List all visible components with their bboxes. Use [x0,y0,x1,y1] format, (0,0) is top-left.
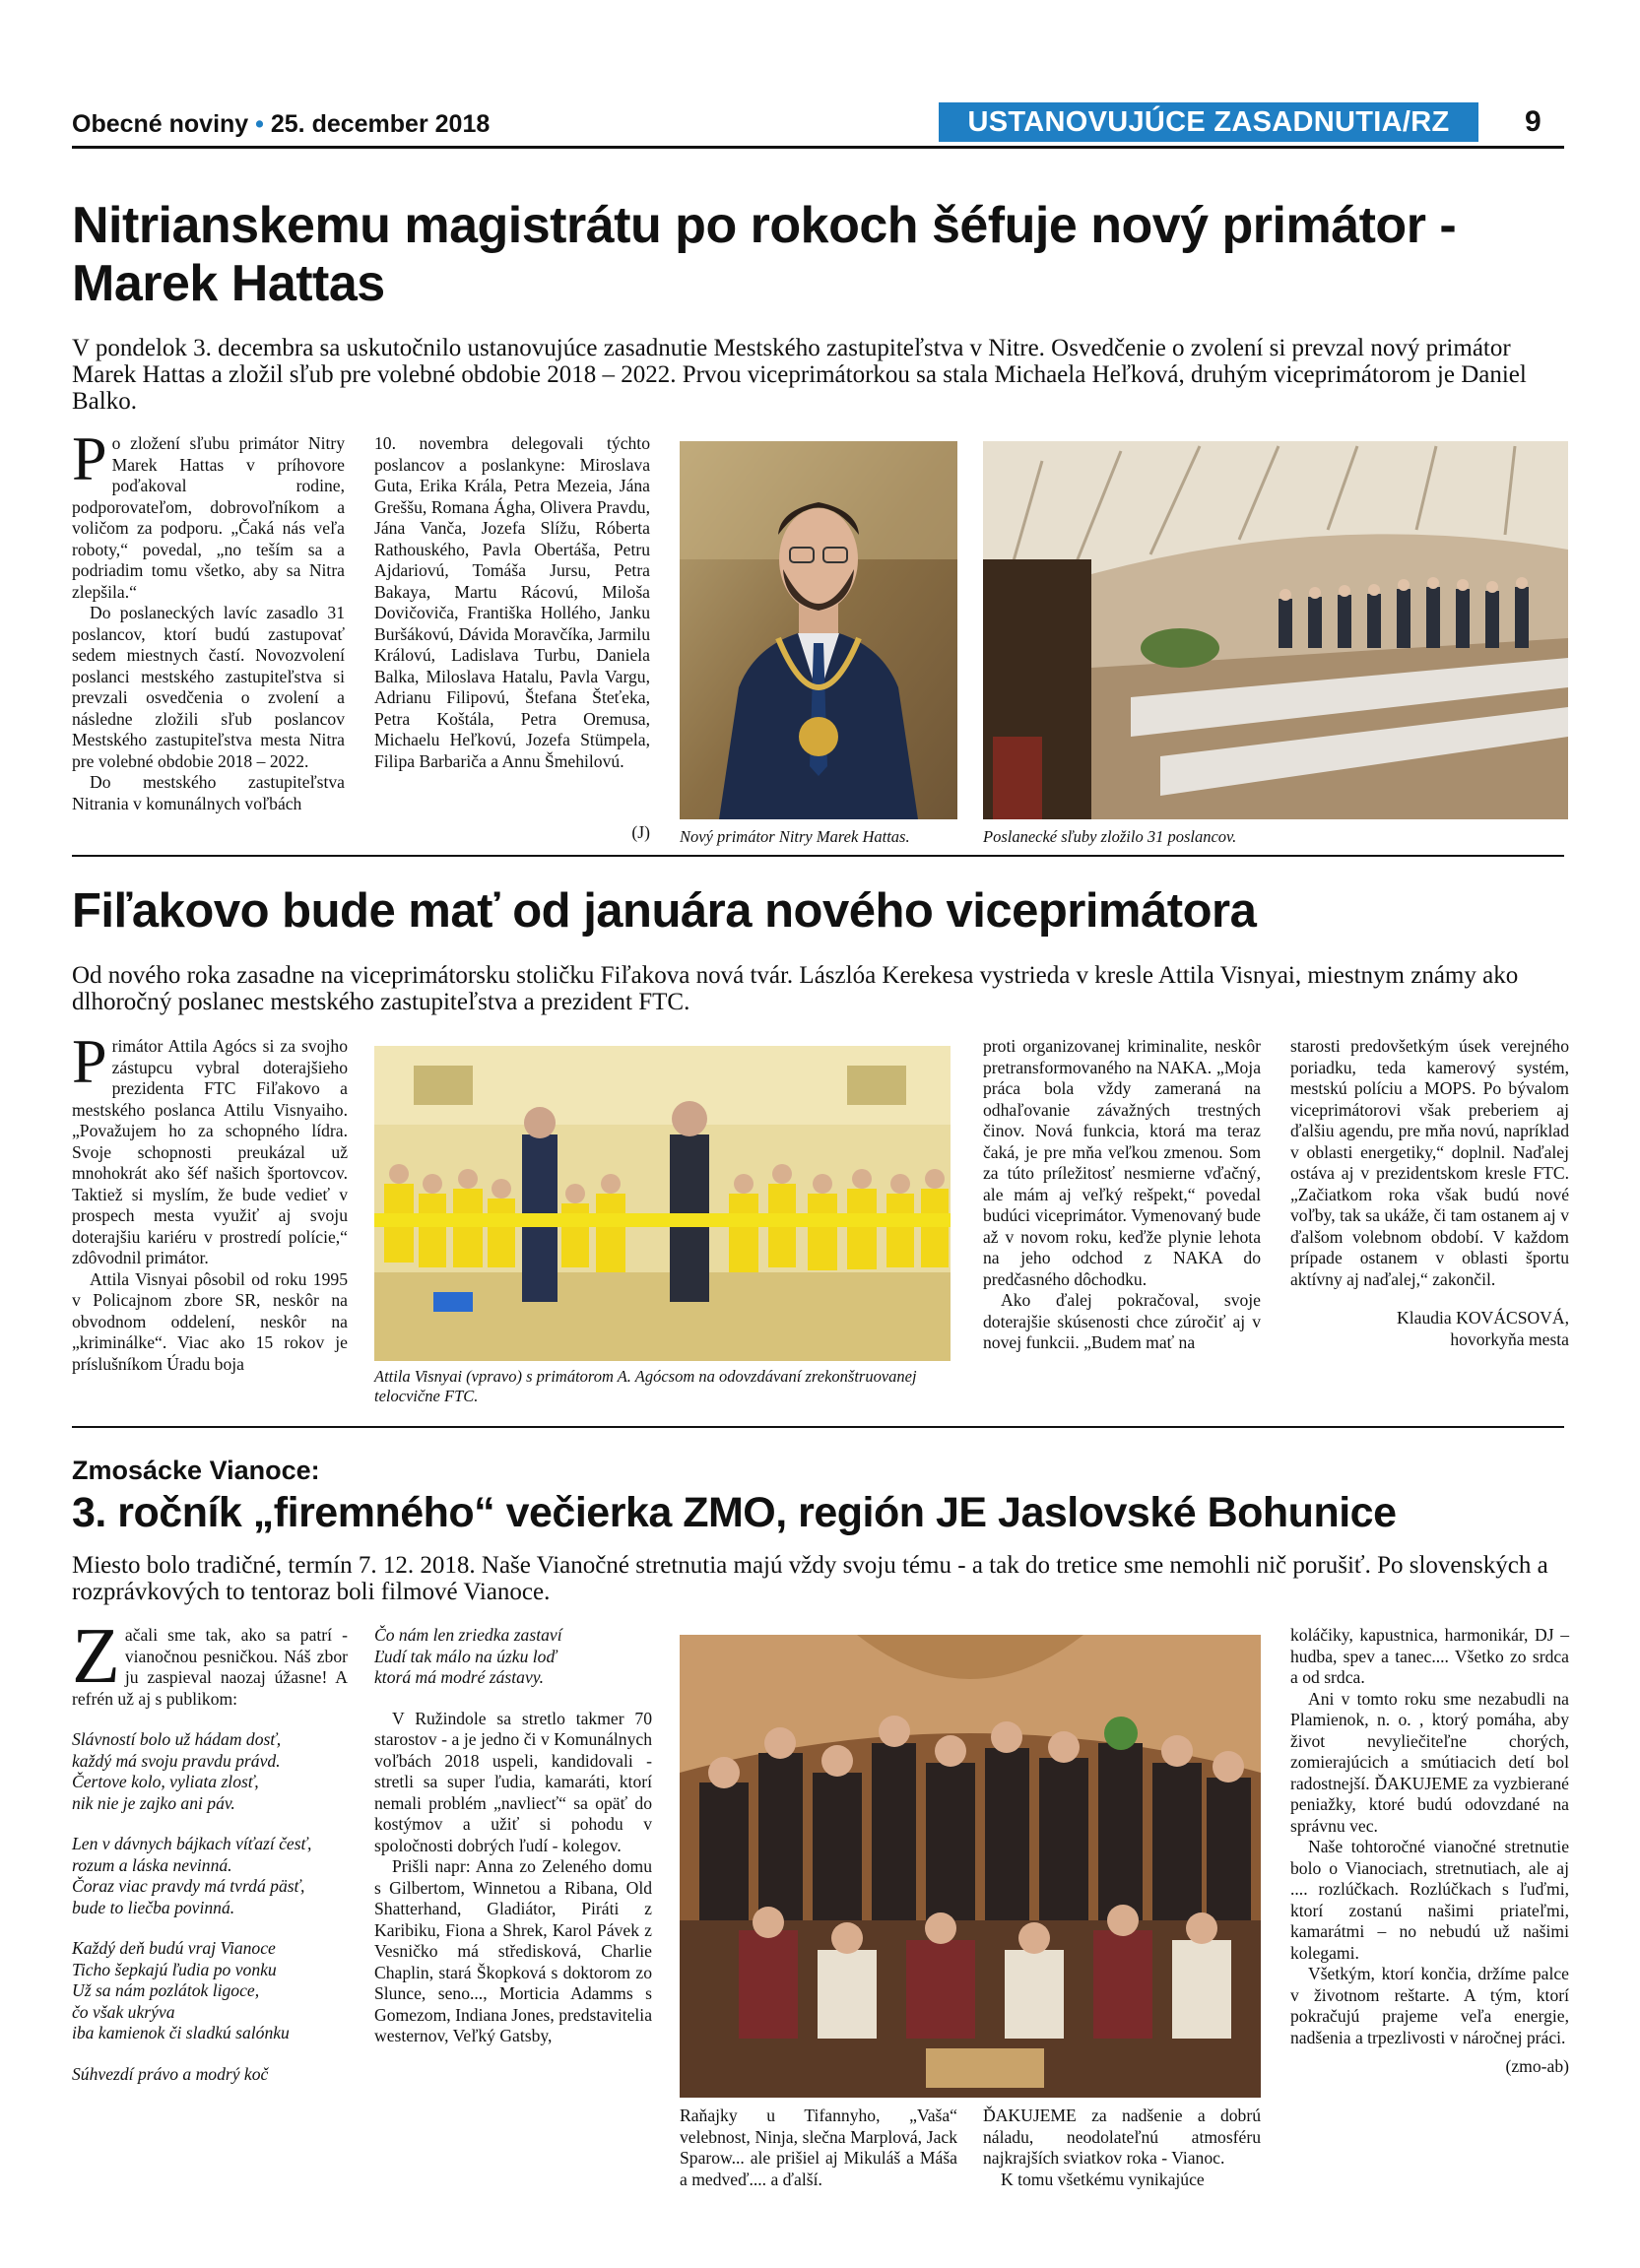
paragraph: Do poslaneckých lavíc zasadlo 31 poslancov, ktorí budú zastupovať sedem miestnych častí. Novozvolení poslanci mestského zastupiteľstva si prevzali osvedčenia o zvolení a následne zložili sľub poslancov Mestského zastupiteľstva mesta Nitra pre volebné obdobie 2018 – 2022. [72,603,345,771]
article3-col1 [72,1613,348,2085]
drop-cap: P [72,423,107,493]
article2-col3 [983,1036,1261,1354]
paragraph: Ani v tomto roku sme nezabudli na Plamienok, n. o. , ktorý pomáha, aby život nevyliečiteľne chorých, zomierajúcich a smútiacich detí bol radostnejší. ĎAKUJEME za vyzbierané peniažky, ktoré budú odovzdané na správnu vec. [1290,1688,1569,1836]
paragraph: proti organizovanej kriminalite, neskôr pretransformovaného na NAKA. „Moja práca bola vždy zameraná na odhaľovanie závažných trestných činov. Nová funkcia, ktorá ma teraz čaká, je pre mňa veľkou zmenou. Som za túto príležitosť nesmierne vďačný, ale mám aj veľký rešpekt,“ povedal budúci viceprimátor. Vymenovaný bude až v novom roku, keďže plynie lehota na jeho odchod z NAKA do predčasného dôchodku. [983,1036,1261,1289]
article2-col1 [72,1026,348,1375]
caption-mayor: Nový primátor Nitry Marek Hattas. [680,827,910,846]
paragraph: koláčiky, kapustnica, harmonikár, DJ – hudba, spev a tanec.... Všetko zo srdca a od srdca. [1290,1625,1569,1687]
article3-col3 [680,2106,957,2190]
photo-council-hall [983,441,1568,819]
paragraph: rimátor Attila Agócs si za svojho zástupcu vybral doterajšieho prezidenta FTC Fiľakovo a mestského poslanca Attilu Visnyaiho. „Považujem ho za schopného lídra. Svoje schopnosti preukázal už mnohokrát ako šéf našich športovcov. Taktiež si myslím, že bude vedieť v prospech mesta využiť aj svoju doterajšiu kariéru v prostredí polície,“ zdôvodnil primátor. [72,1036,348,1267]
paragraph: Do mestského zastupiteľstva Nitrania v komunálnych voľbách [72,772,345,813]
article1-title: Nitrianskemu magistrátu po rokoch šéfuje nový primátor - Marek Hattas [72,197,1457,312]
article3-col5 [1290,1625,1569,2078]
article1-col1 [72,423,345,814]
paragraph: starosti predovšetkým úsek verejného poriadku, teda kamerový systém, mestskú políciu a MOPS. Po bývalom viceprimátorovi však preberiem aj ďalšiu agendu, pre mňa novú, napríklad v oblasti energetiky,“ doplnil. Naďalej ostáva aj v prezidentskom kresle FTC. „Začiatkom roka však budú nové voľby, tak sa ukáže, či tam ostanem aj v ďalšom volebnom období. V každom prípade ostanem v oblasti športu aktívny aj naďalej,“ zakončil. [1290,1036,1569,1289]
article1-lead: V pondelok 3. decembra sa uskutočnilo ustanovujúce zasadnutie Mestského zastupiteľstva v Nitre. Osvedčenie o zvolení si prevzal nový primátor Marek Hattas a zložil sľub pre volebné obdobie 2018 – 2022. Prvou viceprimátorkou sa stala Michaela Heľková, druhým viceprimátorom je Daniel Balko. [72,335,1527,415]
paragraph: ĎAKUJEME za nadšenie a dobrú náladu, neodolateľnú atmosféru najkrajších sviatkov roka - Vianoc. [983,2106,1261,2168]
paper-name: Obecné noviny [72,110,249,138]
drop-cap: P [72,1026,107,1096]
article3-kicker: Zmosácke Vianoce: [72,1456,320,1485]
paragraph: ačali sme tak, ako sa patrí - vianočnou pesničkou. Náš zbor ju zaspieval naozaj úžasne! A refrén už aj s publikom: [72,1625,348,1709]
poem-stanza: Súhvezdí právo a modrý koč [72,2063,269,2084]
paragraph: Ako ďalej pokračoval, svoje doterajšie skúsenosti chce zúročiť aj v novej funkcii. „Budem mať na [983,1290,1261,1352]
article3-col4 [983,2106,1261,2190]
poem-stanza: Slávností bolo už hádam dosť, každý má svoju pravdu právd. Čertove kolo, vyliata zlosť, nik nie je zajko ani páv. [72,1729,282,1813]
article3-title: 3. ročník „firemného“ večierka ZMO, región JE Jaslovské Bohunice [72,1489,1397,1536]
bullet-separator: • [255,110,271,138]
article2-col4 [1290,1036,1569,1350]
poem-stanza: Každý deň budú vraj Vianoce Ticho šepkajú ľudia po vonku Už sa nám pozlátok ligoce, čo však ukrýva iba kamienok či sladkú salónku [72,1938,290,2042]
article2-title: Fiľakovo bude mať od januára nového viceprimátora [72,884,1257,938]
caption-ribbon-cutting: Attila Visnyai (vpravo) s primátorom A. Agócsom na odovzdávaní zrekonštruovanej telocvične FTC. [374,1367,917,1405]
article1-signature: (J) [631,822,650,842]
photo-christmas-party [680,1635,1261,2098]
author-name: Klaudia KOVÁCSOVÁ, [1397,1308,1569,1328]
section-tag: USTANOVUJÚCE ZASADNUTIA/RZ [939,102,1478,142]
article1-col2 [374,433,650,772]
paragraph: o zložení sľubu primátor Nitry Marek Hattas v príhovore poďakoval rodine, podporovateľom, dobrovoľníkom a voličom za podporu. „Čaká nás veľa roboty,“ povedal, „no teším sa a podriadim tomu všetko, aby sa Nitra zlepšila.“ [72,433,345,602]
caption-council-hall: Poslanecké sľuby zložilo 31 poslancov. [983,827,1237,846]
article3-lead: Miesto bolo tradičné, termín 7. 12. 2018. Naše Vianočné stretnutia majú vždy svoju tému - a tak do tretice sme nemohli nič porušiť. Po slovenských a rozprávkových to tentoraz boli filmové Vianoce. [72,1552,1548,1605]
article3-signature: (zmo-ab) [1505,2056,1569,2076]
article3-col2 [374,1625,652,2047]
author-role: hovorkyňa mesta [1450,1328,1569,1349]
paragraph: Prišli napr: Anna zo Zeleného domu s Gilbertom, Winnetou a Ribana, Old Shatterhand, Gladiátor, Piráti z Karibiku, Fiona a Shrek, Karol Pávek z Vesničko má středisková, Charlie Chaplin, stará Škopková s doktorom zo Slunce, seno..., Morticia Adamms s Gomezom, Indiana Jones, predstavitelia westernov, Veľký Gatsby, [374,1856,652,2045]
paragraph: V Ružindole sa stretlo takmer 70 starostov - a je jedno či v Komunálnych voľbách 2018 uspeli, kandidovali - stretli sa super ľudia, kamaráti, ktorí nemali problém „navliecť“ sa opäť do kostýmov a užiť si pohodu v spoločnosti dobrých ľudí - kolegov. [374,1708,652,1855]
poem-stanza: Len v dávnych bájkach víťazí česť, rozum a láska nevinná. Čoraz viac pravdy má tvrdá päsť, bude to liečba povinná. [72,1834,312,1917]
paragraph: K tomu všetkému vynikajúce [1001,2169,1205,2189]
article2-lead: Od nového roka zasadne na viceprimátorsku stoličku Fiľakova nová tvár. Lászlóa Kerekesa vystrieda v kresle Attila Visnyai, miestnym známy ako dlhoročný poslanec mestského zastupiteľstva a prezident FTC. [72,962,1519,1015]
divider [72,855,1564,857]
issue-date: 25. december 2018 [270,110,491,138]
photo-ribbon-cutting [374,1046,951,1361]
paragraph: Attila Visnyai pôsobil od roku 1995 v Policajnom zbore SR, neskôr na obvodnom oddelení, neskôr na „kriminálke“. Viac ako 15 rokov je príslušníkom Úradu boja [72,1268,348,1374]
divider [72,1426,1564,1428]
paragraph: 10. novembra delegovali týchto poslancov a poslankyne: Miroslava Guta, Erika Krála, Petra Mezeia, Jána Greššu, Romana Ágha, Olivera Pravdu, Jána Vanča, Jozefa Slížu, Róberta Rathouského, Pavla Obertáša, Petru Ajdariovú, Tomáša Jursu, Petra Bakaya, Martu Rácovú, Miloša Dovičoviča, Františka Hollého, Janku Buršákovú, Dávida Moravčíka, Jarmilu Královú, Ladislava Turbu, Daniela Balka, Miloslava Hatalu, Pavla Vargu, Adrianu Filipovú, Štefana Šteťeka, Petra Koštála, Petra Oremusa, Michaelu Heľkovú, Jozefa Stümpela, Filipa Barbariča a Annu Šmehilovú. [374,433,650,771]
paragraph: Všetkým, ktorí končia, držíme palce v životnom reštarte. A tým, ktorí pokračujú prajeme veľa energie, nadšenia a trpezlivosti v náročnej práci. [1290,1964,1569,2047]
paragraph: Raňajky u Tifannyho, „Vaša“ velebnost, Ninja, slečna Marplová, Jack Sparow... ale prišiel aj Mikuláš a Máša a medveď.... a ďalší. [680,2106,957,2189]
paragraph: Naše tohtoročné vianočné stretnutie bolo o Vianociach, stretnutiach, ale aj .... rozlúčkach. Rozlúčkach s ľuďmi, ktorí zostanú našimi priateľmi, kamarátmi – no nebudú už našimi kolegami. [1290,1837,1569,1963]
photo-mayor [680,441,957,819]
header-paper-date [72,110,490,139]
poem-stanza: Čo nám len zriedka zastaví Ľudí tak málo na úzku loď ktorá má modré zástavy. [374,1625,562,1687]
page-number: 9 [1525,105,1542,138]
header-rule [72,146,1564,149]
drop-cap: Z [72,1613,120,1700]
